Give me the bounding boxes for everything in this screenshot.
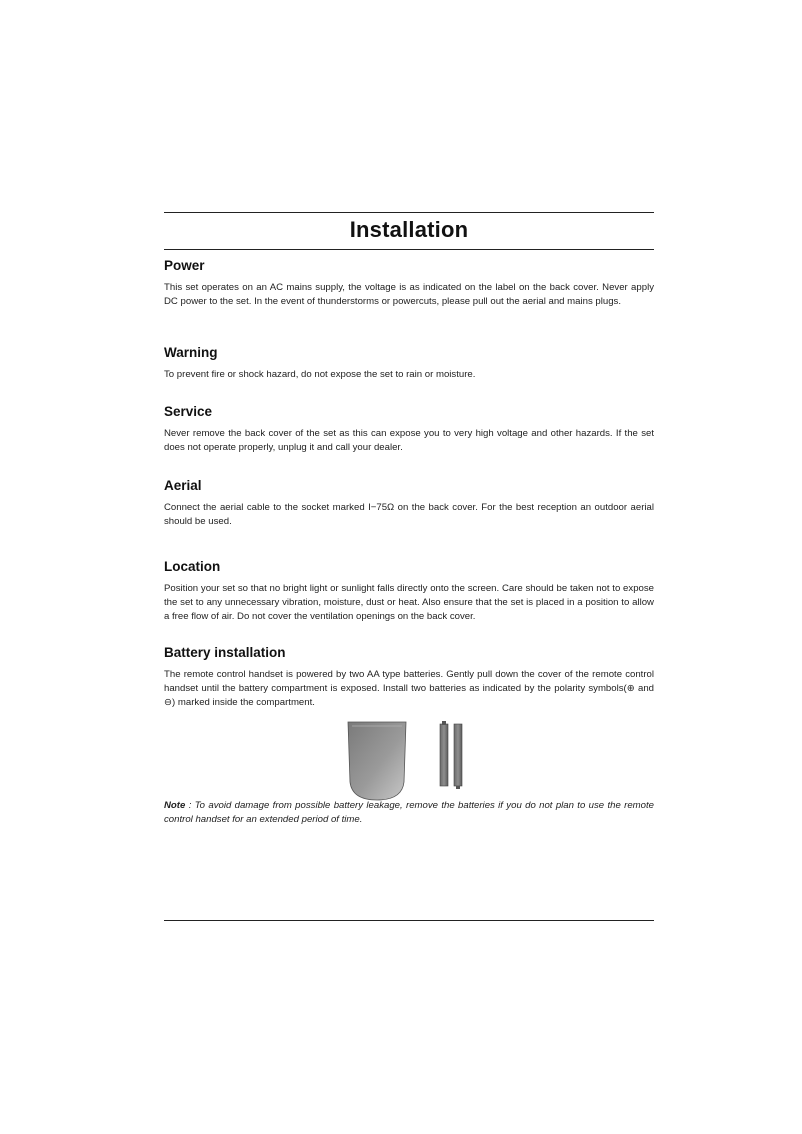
manual-page [164, 212, 655, 825]
page-title: Installation [349, 217, 469, 242]
section-heading: Aerial [164, 478, 202, 493]
note-body: : To avoid damage from possible battery leakage, remove the batteries if you do not plan to use the remote control handset for an extended period of time. [164, 800, 655, 825]
note-block [164, 799, 654, 827]
section-power [164, 258, 654, 309]
note-text [164, 799, 654, 827]
section-heading: Location [164, 559, 221, 574]
battery-cover-icon [348, 722, 406, 800]
bottom-rule [164, 920, 654, 921]
section-service [164, 404, 654, 455]
section-warning [164, 345, 654, 382]
title-bottom-rule [164, 249, 654, 250]
aa-battery-icon [454, 724, 462, 789]
section-aerial [164, 478, 654, 529]
section-location [164, 559, 654, 624]
section-heading: Warning [164, 345, 218, 360]
section-body: This set operates on an AC mains supply, the voltage is as indicated on the label on the back cover. Never apply DC power to the set. In the event of thunderstorms or powercuts, please pull out the aerial and mains plugs. [164, 282, 654, 307]
section-body: Never remove the back cover of the set as this can expose you to very high voltage and other hazards. If the set does not operate properly, unplug it and call your dealer. [164, 428, 654, 453]
note-label: Note [164, 800, 186, 811]
section-battery-installation [164, 645, 654, 710]
section-body: To prevent fire or shock hazard, do not expose the set to rain or moisture. [164, 369, 476, 380]
title-block [164, 213, 654, 249]
battery-illustration [344, 720, 484, 810]
section-body: The remote control handset is powered by two AA type batteries. Gently pull down the cover of the remote control handset until the battery compartment is exposed. Install two batteries as indicated by the polarity symbols(⊕ and ⊖) marked inside the compartment. [164, 669, 654, 708]
section-body: Connect the aerial cable to the socket marked Ι−75Ω on the back cover. For the best reception an outdoor aerial should be used. [164, 502, 654, 527]
aa-battery-icon [440, 721, 448, 786]
section-body: Position your set so that no bright light or sunlight falls directly onto the screen. Care should be taken not to expose the set to any unnecessary vibration, moisture, dust or heat. Also ensure that the set is placed in a position to allow a free flow of air. Do not cover the ventilation openings on the back cover. [164, 583, 654, 622]
section-heading: Power [164, 258, 205, 273]
section-heading: Battery installation [164, 645, 286, 660]
section-heading: Service [164, 404, 213, 419]
